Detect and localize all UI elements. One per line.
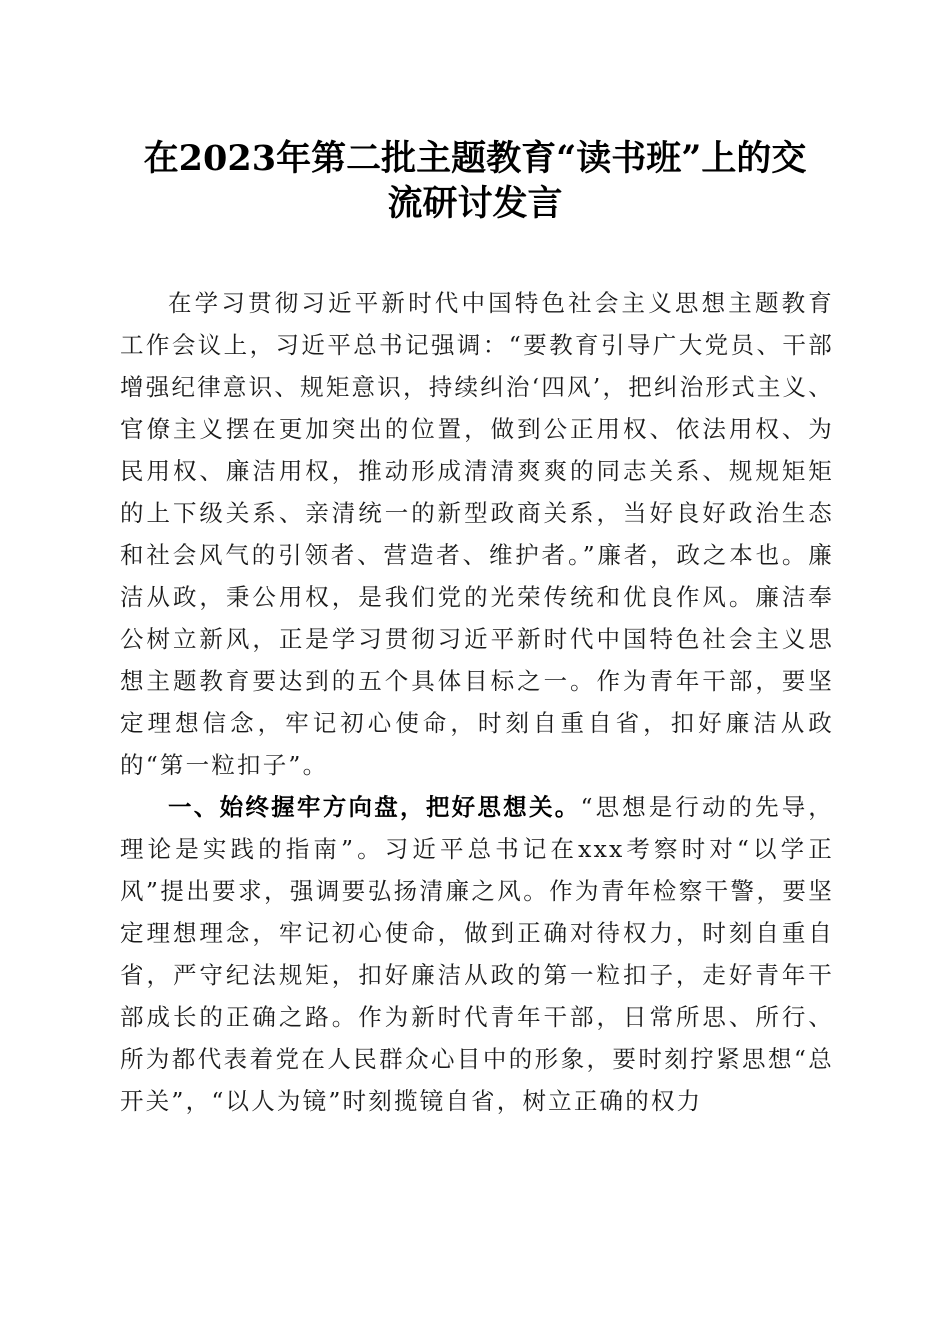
document-title-line-1: 在2023年第二批主题教育“读书班”上的交 — [143, 138, 807, 179]
paragraph-intro-text: 在学习贯彻习近平新时代中国特色社会主义思想主题教育工作会议上，习近平总书记强调：“要教育引导广大党员、干部增强纪律意识、规矩意识，持续纠治‘四风’，把纠治形式主义、官僚主义摆在更加突出的位置，做到公正用权、依法用权、为民用权、廉洁用权，推动形成清清爽爽的同志关系、规规矩矩的上下级关系、亲清统一的新型政商关系，当好良好政治生态和社会风气的引领者、营造者、维护者。”廉者，政之本也。廉洁从政，秉公用权，是我们党的光荣传统和优良作风。廉洁奉公树立新风，正是学习贯彻习近平新时代中国特色社会主义思想主题教育要达到的五个具体目标之一。作为青年干部，要坚定理想信念，牢记初心使命，时刻自重自省，扣好廉洁从政的“第一粒扣子”。 — [120, 289, 834, 779]
document-body — [120, 282, 834, 1122]
paragraph-intro — [120, 282, 834, 786]
paragraph-section-1-text: “思想是行动的先导，理论是实践的指南”。习近平总书记在xxx考察时对“以学正风”提出要求，强调要弘扬清廉之风。作为青年检察干警，要坚定理想理念，牢记初心使命，做到正确对待权力，时刻自重自省，严守纪法规矩，扣好廉洁从政的第一粒扣子，走好青年干部成长的正确之路。作为新时代青年干部，日常所思、所行、所为都代表着党在人民群众心目中的形象，要时刻拧紧思想“总开关”，“以人为镜”时刻揽镜自省，树立正确的权力 — [120, 793, 834, 1115]
paragraph-section-1 — [120, 786, 834, 1122]
document-title-line-2: 流研讨发言 — [387, 183, 563, 224]
section-1-heading: 一、始终握牢方向盘，把好思想关。 — [168, 793, 581, 821]
document-title — [118, 136, 832, 226]
